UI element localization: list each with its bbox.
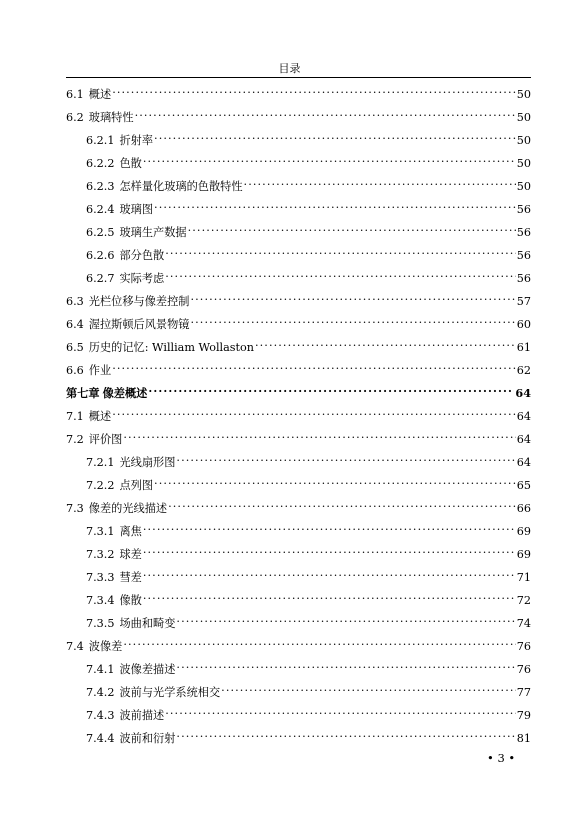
- toc-entry-number: 7.1: [66, 410, 84, 423]
- toc-entry-page: 64: [516, 410, 531, 423]
- toc-entry-number: 第七章: [66, 386, 100, 400]
- toc-entry[interactable]: [66, 587, 531, 610]
- toc-entry-title: 渥拉斯顿后风景物镜: [88, 318, 190, 331]
- toc-entry-title: 部分色散: [119, 249, 165, 262]
- toc-entry[interactable]: [66, 518, 531, 541]
- toc-entry-page: 76: [516, 663, 531, 676]
- toc-dot-leader: [255, 334, 516, 351]
- toc-entry[interactable]: [66, 127, 531, 150]
- toc-entry-page: 64: [515, 386, 531, 400]
- toc-entry-page: 50: [516, 157, 531, 170]
- table-of-contents: [66, 81, 531, 748]
- toc-entry-number: 6.2: [66, 111, 84, 124]
- header-rule: [66, 77, 531, 78]
- toc-dot-leader: [143, 518, 516, 535]
- toc-entry-page: 50: [516, 180, 531, 193]
- toc-entry[interactable]: [66, 495, 531, 518]
- toc-entry-page: 72: [516, 594, 531, 607]
- toc-dot-leader: [176, 610, 515, 627]
- toc-entry-number: 7.4.1: [86, 663, 115, 676]
- toc-entry[interactable]: [66, 702, 531, 725]
- toc-entry[interactable]: [66, 541, 531, 564]
- toc-entry[interactable]: [66, 288, 531, 311]
- toc-entry-number: 7.3: [66, 502, 84, 515]
- toc-entry-page: 56: [516, 272, 531, 285]
- toc-entry-number: 7.3.1: [86, 525, 115, 538]
- toc-entry-page: 69: [516, 548, 531, 561]
- toc-entry[interactable]: [66, 242, 531, 265]
- toc-entry-title: 像差的光线描述: [88, 502, 168, 515]
- toc-entry-title: 场曲和畸变: [119, 617, 176, 630]
- toc-entry-number: 7.3.2: [86, 548, 115, 561]
- toc-entry-number: 7.4.4: [86, 732, 115, 745]
- toc-entry-number: 7.2.1: [86, 456, 115, 469]
- toc-entry[interactable]: [66, 403, 531, 426]
- toc-entry[interactable]: [66, 81, 531, 104]
- toc-dot-leader: [123, 633, 515, 650]
- toc-dot-leader: [165, 702, 516, 719]
- toc-dot-leader: [143, 587, 516, 604]
- toc-dot-leader: [123, 426, 515, 443]
- toc-dot-leader: [154, 127, 516, 144]
- toc-entry-title: 光栏位移与像差控制: [88, 295, 190, 308]
- toc-entry-number: 6.3: [66, 295, 84, 308]
- toc-dot-leader: [154, 196, 516, 213]
- toc-entry-number: 7.4.3: [86, 709, 115, 722]
- toc-entry-page: 66: [516, 502, 531, 515]
- toc-entry-page: 76: [516, 640, 531, 653]
- toc-entry-title: 作业: [88, 364, 112, 377]
- toc-entry-page: 64: [516, 456, 531, 469]
- toc-entry-title: 评价图: [88, 433, 123, 446]
- toc-entry-number: 6.2.7: [86, 272, 115, 285]
- toc-entry-number: 6.2.4: [86, 203, 115, 216]
- toc-entry-title: 玻璃特性: [88, 111, 134, 124]
- toc-entry-number: 6.2.2: [86, 157, 115, 170]
- toc-entry-number: 7.3.3: [86, 571, 115, 584]
- toc-entry-number: 6.2.6: [86, 249, 115, 262]
- toc-entry[interactable]: [66, 564, 531, 587]
- toc-entry-page: 50: [516, 88, 531, 101]
- toc-entry-page: 62: [516, 364, 531, 377]
- toc-dot-leader: [176, 725, 515, 742]
- toc-entry-title: 离焦: [119, 525, 142, 538]
- toc-dot-leader: [191, 311, 516, 328]
- toc-entry[interactable]: [66, 633, 531, 656]
- toc-entry-title: 波前描述: [119, 709, 165, 722]
- toc-entry-page: 77: [516, 686, 531, 699]
- toc-entry[interactable]: [66, 219, 531, 242]
- toc-entry-title: 概述: [88, 88, 112, 101]
- toc-entry-page: 50: [516, 134, 531, 147]
- toc-dot-leader: [191, 288, 516, 305]
- toc-entry-title: 玻璃生产数据: [119, 226, 187, 239]
- toc-entry-title: 波前和衍射: [119, 732, 176, 745]
- toc-entry-number: 7.2: [66, 433, 84, 446]
- toc-dot-leader: [143, 564, 516, 581]
- toc-entry[interactable]: [66, 656, 531, 679]
- toc-entry-number: 6.4: [66, 318, 84, 331]
- toc-entry[interactable]: [66, 150, 531, 173]
- toc-entry[interactable]: [66, 265, 531, 288]
- toc-entry-page: 79: [516, 709, 531, 722]
- toc-entry-page: 60: [516, 318, 531, 331]
- toc-entry-title: 实际考虑: [119, 272, 165, 285]
- toc-entry[interactable]: [66, 334, 531, 357]
- toc-dot-leader: [244, 173, 516, 190]
- toc-dot-leader: [112, 81, 516, 98]
- toc-dot-leader: [112, 403, 516, 420]
- toc-entry[interactable]: [66, 449, 531, 472]
- toc-entry-title: 折射率: [119, 134, 154, 147]
- toc-dot-leader: [112, 357, 516, 374]
- toc-entry-number: 6.5: [66, 341, 84, 354]
- toc-entry-page: 69: [516, 525, 531, 538]
- toc-entry-title: 波像差描述: [119, 663, 176, 676]
- toc-entry-number: 7.2.2: [86, 479, 115, 492]
- toc-entry-number: 7.3.5: [86, 617, 115, 630]
- toc-entry[interactable]: [66, 610, 531, 633]
- toc-entry-title: 玻璃图: [119, 203, 154, 216]
- toc-dot-leader: [221, 679, 516, 696]
- toc-entry[interactable]: [66, 173, 531, 196]
- toc-entry-title: 球差: [119, 548, 142, 561]
- toc-entry-number: 7.4.2: [86, 686, 115, 699]
- toc-entry-page: 56: [516, 249, 531, 262]
- toc-entry-page: 71: [516, 571, 531, 584]
- toc-dot-leader: [154, 472, 516, 489]
- toc-entry-title: 波像差: [88, 640, 123, 653]
- toc-entry-number: 7.3.4: [86, 594, 115, 607]
- toc-entry-number: 7.4: [66, 640, 84, 653]
- toc-entry-page: 74: [516, 617, 531, 630]
- toc-entry-number: 6.2.3: [86, 180, 115, 193]
- toc-dot-leader: [188, 219, 516, 236]
- toc-chapter-entry[interactable]: [66, 380, 531, 403]
- toc-entry-title: 概述: [88, 410, 112, 423]
- toc-entry-number: 6.1: [66, 88, 84, 101]
- toc-entry-page: 81: [516, 732, 531, 745]
- toc-entry-page: 65: [516, 479, 531, 492]
- toc-entry-page: 61: [516, 341, 531, 354]
- toc-entry-title: 点列图: [119, 479, 154, 492]
- page-number: • 3 •: [487, 751, 516, 765]
- toc-entry-title: 像散: [119, 594, 142, 607]
- toc-dot-leader: [143, 541, 516, 558]
- toc-entry[interactable]: [66, 472, 531, 495]
- toc-entry-title: 色散: [119, 157, 142, 170]
- toc-entry-title: 像差概述: [102, 386, 148, 400]
- toc-entry[interactable]: [66, 357, 531, 380]
- toc-dot-leader: [148, 380, 514, 397]
- toc-entry[interactable]: [66, 725, 531, 748]
- toc-entry-title: 怎样量化玻璃的色散特性: [119, 180, 243, 193]
- toc-entry-page: 56: [516, 203, 531, 216]
- toc-entry[interactable]: [66, 104, 531, 127]
- toc-entry-page: 56: [516, 226, 531, 239]
- toc-entry-title: 彗差: [119, 571, 142, 584]
- toc-dot-leader: [135, 104, 516, 121]
- toc-entry[interactable]: [66, 311, 531, 334]
- toc-entry-page: 57: [516, 295, 531, 308]
- toc-entry-title: 光线扇形图: [119, 456, 176, 469]
- page-header: 目录: [278, 62, 301, 75]
- toc-dot-leader: [168, 495, 516, 512]
- toc-dot-leader: [165, 242, 516, 259]
- toc-dot-leader: [143, 150, 516, 167]
- toc-dot-leader: [165, 265, 516, 282]
- toc-entry-page: 64: [516, 433, 531, 446]
- toc-entry[interactable]: [66, 679, 531, 702]
- toc-entry-number: 6.2.1: [86, 134, 115, 147]
- toc-entry[interactable]: [66, 196, 531, 219]
- toc-entry-number: 6.2.5: [86, 226, 115, 239]
- toc-entry[interactable]: [66, 426, 531, 449]
- toc-entry-title: 波前与光学系统相交: [119, 686, 221, 699]
- toc-entry-title: 历史的记忆: William Wollaston: [88, 341, 254, 354]
- toc-entry-page: 50: [516, 111, 531, 124]
- toc-entry-number: 6.6: [66, 364, 84, 377]
- toc-dot-leader: [176, 656, 515, 673]
- toc-dot-leader: [176, 449, 515, 466]
